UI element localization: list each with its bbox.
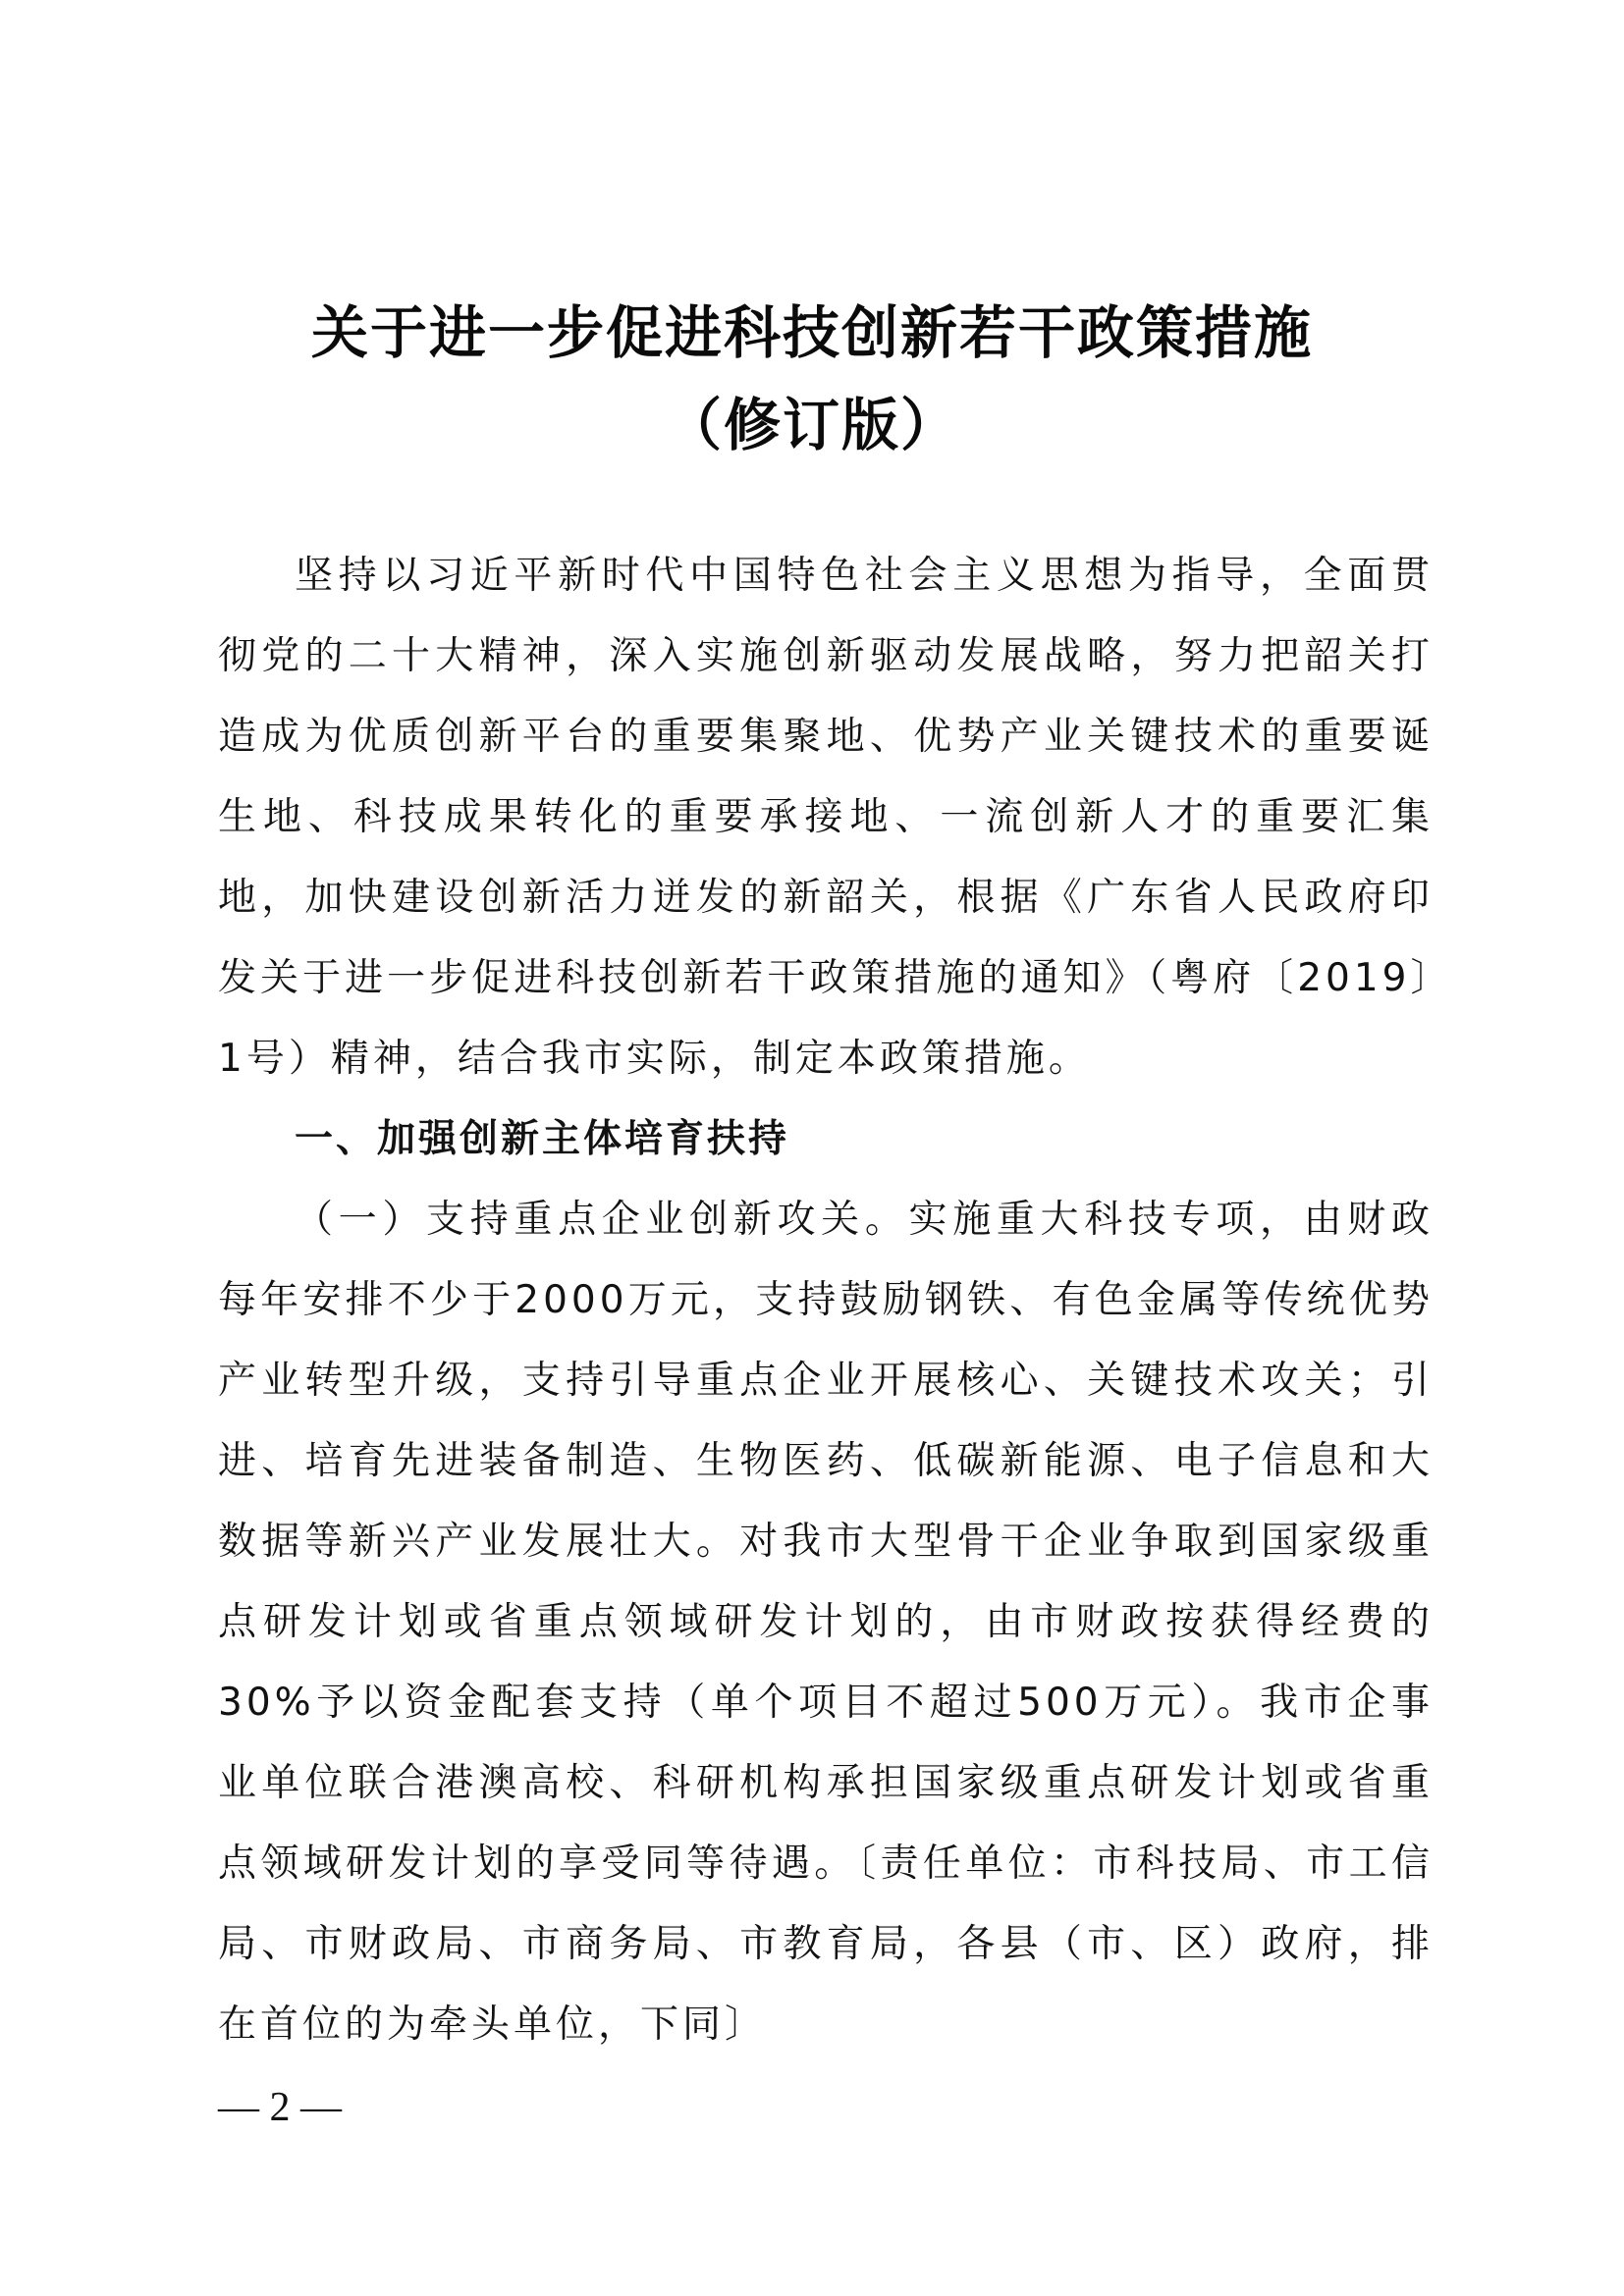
title-line-subtitle: （修订版） (664, 392, 959, 458)
section-heading-1: 一、加强创新主体培育扶持 (295, 1117, 790, 1161)
policy-item-1: （一）支持重点企业创新攻关。实施重大科技专项，由财政每年安排不少于2000万元，支持鼓励钢铁、有色金属等传统优势产业转型升级，支持引导重点企业开展核心、关键技术攻关；引进、培育先进装备制造、生物医药、低碳新能源、电子信息和大数据等新兴产业发展壮大。对我市大型骨干企业争取到国家级重点研发计划或省重点领域研发计划的，由市财政按获得经费的30%予以资金配套支持（单个项目不超过500万元）。我市企事业单位联合港澳高校、科研机构承担国家级重点研发计划或省重点领域研发计划的享受同等待遇。〔责任单位：市科技局、市工信局、市财政局、市商务局、市教育局，各县（市、区）政府，排在首位的为牵头单位，下同〕 (218, 1198, 1434, 2047)
document-title (0, 287, 1624, 471)
page-number: — 2 — (218, 2085, 342, 2130)
document-body (218, 536, 1434, 2065)
title-line-main: 关于进一步促进科技创新若干政策措施 (310, 299, 1313, 366)
intro-paragraph: 坚持以习近平新时代中国特色社会主义思想为指导，全面贯彻党的二十大精神，深入实施创新驱动发展战略，努力把韶关打造成为优质创新平台的重要集聚地、优势产业关键技术的重要诞生地、科技成果转化的重要承接地、一流创新人才的重要汇集地，加快建设创新活力迸发的新韶关，根据《广东省人民政府印发关于进一步促进科技创新若干政策措施的通知》（粤府〔2019〕1号）精神，结合我市实际，制定本政策措施。 (218, 554, 1434, 1081)
